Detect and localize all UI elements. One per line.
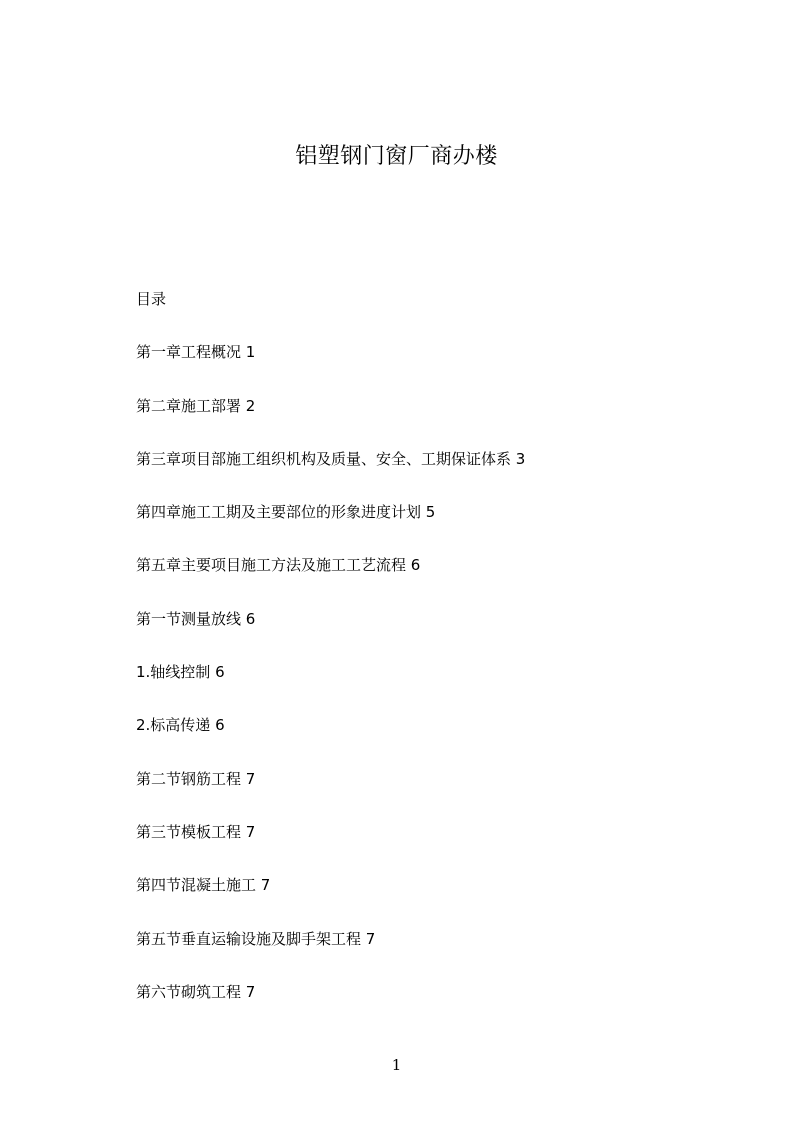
toc-entry: 第五节垂直运输设施及脚手架工程 7	[136, 929, 376, 948]
toc-entry: 第二章施工部署 2	[136, 396, 256, 415]
document-title: 铝塑钢门窗厂商办楼	[295, 144, 498, 169]
page-number: 1	[391, 1056, 402, 1074]
toc-entry: 第四节混凝土施工 7	[136, 876, 271, 895]
toc-entry: 第五章主要项目施工方法及施工工艺流程 6	[136, 556, 421, 575]
toc-entry: 第一节测量放线 6	[136, 609, 256, 628]
toc-entry: 第三章项目部施工组织机构及质量、安全、工期保证体系 3	[136, 449, 526, 468]
toc-entry: 第四章施工工期及主要部位的形象进度计划 5	[136, 503, 436, 522]
toc-heading: 目录	[136, 290, 167, 308]
toc-entry: 第二节钢筋工程 7	[136, 769, 256, 788]
toc-entry: 第一章工程概况 1	[136, 343, 256, 362]
toc-entry: 2.标高传递 6	[136, 716, 225, 735]
table-of-contents	[136, 287, 525, 1033]
toc-entry: 第六节砌筑工程 7	[136, 982, 256, 1001]
toc-entry: 第三节模板工程 7	[136, 822, 256, 841]
toc-entry: 1.轴线控制 6	[136, 663, 225, 682]
